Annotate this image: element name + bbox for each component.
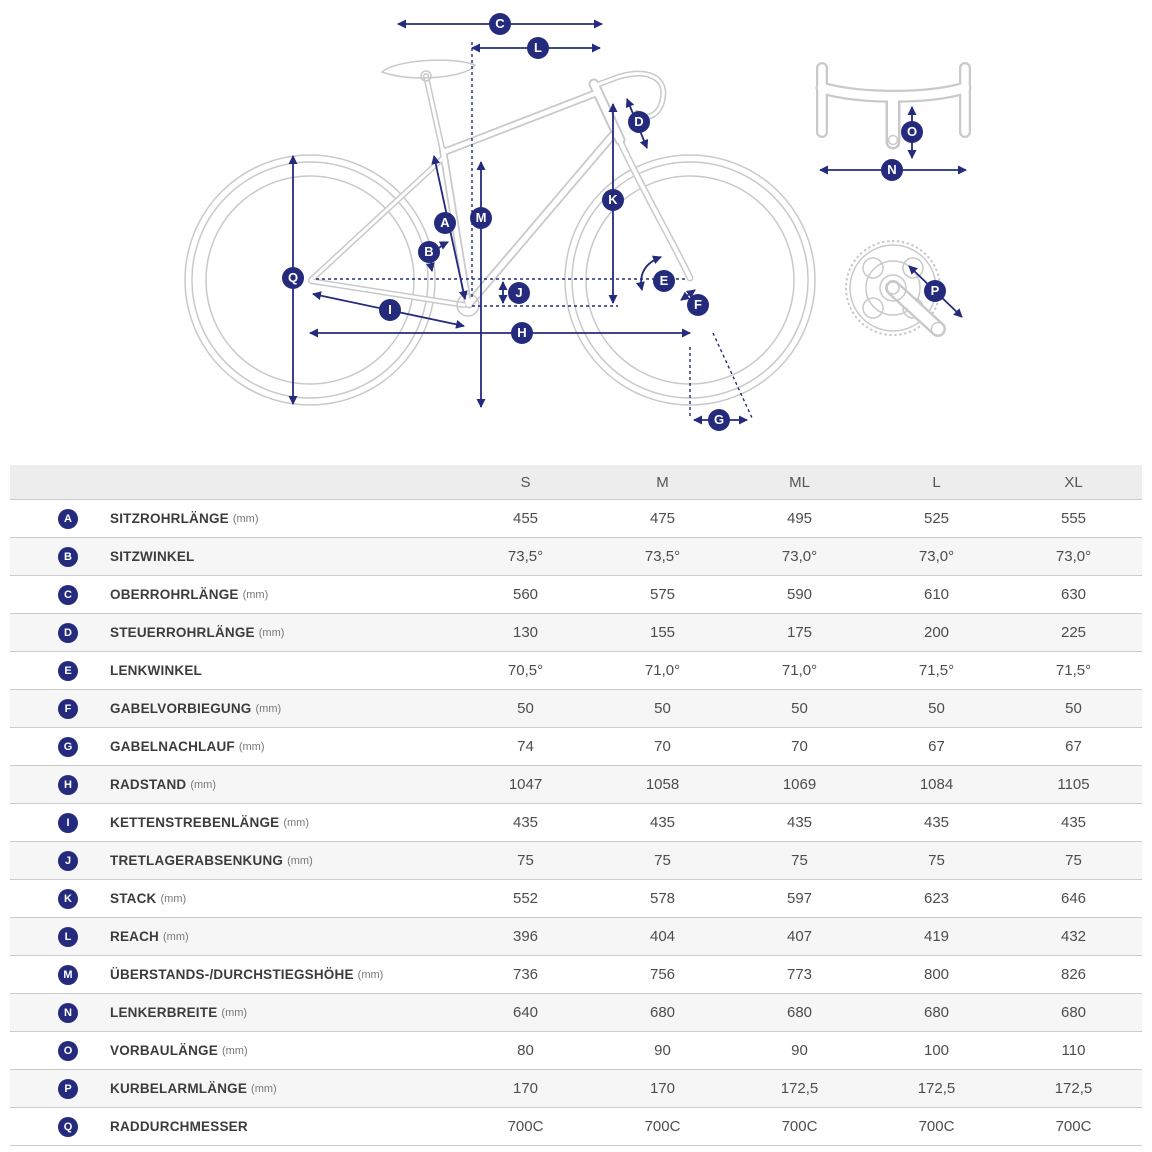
diagram-marker-a: A xyxy=(434,212,456,234)
value-cell-l: 172,5 xyxy=(868,1070,1005,1108)
diagram-marker-h: H xyxy=(511,322,533,344)
row-unit: (mm) xyxy=(232,512,259,525)
row-unit: (mm) xyxy=(283,816,310,829)
value-cell-ml: 773 xyxy=(731,956,868,994)
table-row-i xyxy=(10,804,1142,842)
value-cell-xl: 555 xyxy=(1005,500,1142,538)
value-cell-l: 680 xyxy=(868,994,1005,1032)
marker-badge-j: J xyxy=(58,851,78,871)
value-cell-m: 170 xyxy=(594,1070,731,1108)
value-cell-l: 200 xyxy=(868,614,1005,652)
table-row-g xyxy=(10,728,1142,766)
row-label: STACK xyxy=(110,891,157,906)
value-cell-s: 74 xyxy=(457,728,594,766)
value-cell-m: 155 xyxy=(594,614,731,652)
marker-badge-a: A xyxy=(58,509,78,529)
diagram-marker-q: Q xyxy=(282,267,304,289)
row-unit: (mm) xyxy=(255,702,282,715)
value-cell-m: 71,0° xyxy=(594,652,731,690)
column-header-ml: ML xyxy=(731,465,868,500)
value-cell-l: 50 xyxy=(868,690,1005,728)
value-cell-m: 756 xyxy=(594,956,731,994)
geometry-table xyxy=(10,465,1142,1146)
marker-badge-m: M xyxy=(58,965,78,985)
value-cell-m: 404 xyxy=(594,918,731,956)
value-cell-ml: 50 xyxy=(731,690,868,728)
row-label: ÜBERSTANDS-/DURCHSTIEGSHÖHE xyxy=(110,967,354,982)
row-label-cell xyxy=(10,804,457,842)
row-unit: (mm) xyxy=(221,1044,248,1057)
value-cell-s: 700C xyxy=(457,1108,594,1146)
value-cell-ml: 680 xyxy=(731,994,868,1032)
value-cell-m: 700C xyxy=(594,1108,731,1146)
row-label: SITZWINKEL xyxy=(110,549,195,564)
value-cell-s: 70,5° xyxy=(457,652,594,690)
value-cell-ml: 71,0° xyxy=(731,652,868,690)
row-label: TRETLAGERABSENKUNG xyxy=(110,853,284,868)
diagram-marker-i: I xyxy=(379,299,401,321)
value-cell-xl: 1105 xyxy=(1005,766,1142,804)
column-header-xl: XL xyxy=(1005,465,1142,500)
value-cell-ml: 90 xyxy=(731,1032,868,1070)
value-cell-xl: 435 xyxy=(1005,804,1142,842)
row-label-cell xyxy=(10,956,457,994)
marker-badge-c: C xyxy=(58,585,78,605)
value-cell-l: 75 xyxy=(868,842,1005,880)
table-row-h xyxy=(10,766,1142,804)
marker-badge-o: O xyxy=(58,1041,78,1061)
value-cell-s: 640 xyxy=(457,994,594,1032)
value-cell-s: 80 xyxy=(457,1032,594,1070)
row-label-cell xyxy=(10,728,457,766)
value-cell-m: 475 xyxy=(594,500,731,538)
table-row-e xyxy=(10,652,1142,690)
diagram-marker-l: L xyxy=(527,37,549,59)
row-unit: (mm) xyxy=(251,1082,277,1095)
value-cell-ml: 407 xyxy=(731,918,868,956)
value-cell-l: 525 xyxy=(868,500,1005,538)
row-label-cell xyxy=(10,614,457,652)
diagram-marker-g: G xyxy=(708,409,730,431)
value-cell-xl: 71,5° xyxy=(1005,652,1142,690)
diagram-marker-d: D xyxy=(628,111,650,133)
value-cell-s: 435 xyxy=(457,804,594,842)
value-cell-ml: 1069 xyxy=(731,766,868,804)
table-row-b xyxy=(10,538,1142,576)
value-cell-xl: 75 xyxy=(1005,842,1142,880)
value-cell-s: 455 xyxy=(457,500,594,538)
value-cell-l: 100 xyxy=(868,1032,1005,1070)
row-unit: (mm) xyxy=(160,892,187,905)
value-cell-s: 73,5° xyxy=(457,538,594,576)
value-cell-s: 736 xyxy=(457,956,594,994)
value-cell-ml: 75 xyxy=(731,842,868,880)
measurement-lines xyxy=(293,24,966,420)
row-label: LENKERBREITE xyxy=(110,1005,218,1020)
marker-badge-f: F xyxy=(58,699,78,719)
row-label-cell xyxy=(10,918,457,956)
row-label-cell xyxy=(10,1032,457,1070)
diagram-marker-j: J xyxy=(508,282,530,304)
row-label: VORBAULÄNGE xyxy=(110,1043,218,1058)
value-cell-l: 71,5° xyxy=(868,652,1005,690)
table-row-l xyxy=(10,918,1142,956)
value-cell-l: 800 xyxy=(868,956,1005,994)
row-label: REACH xyxy=(110,929,160,944)
value-cell-s: 560 xyxy=(457,576,594,614)
row-label-cell xyxy=(10,994,457,1032)
table-row-o xyxy=(10,1032,1142,1070)
marker-badge-q: Q xyxy=(58,1117,78,1137)
value-cell-ml: 435 xyxy=(731,804,868,842)
value-cell-s: 1047 xyxy=(457,766,594,804)
value-cell-l: 419 xyxy=(868,918,1005,956)
value-cell-m: 435 xyxy=(594,804,731,842)
diagram-marker-k: K xyxy=(602,189,624,211)
value-cell-xl: 73,0° xyxy=(1005,538,1142,576)
row-label-cell xyxy=(10,538,457,576)
row-label-cell xyxy=(10,880,457,918)
column-header-m: M xyxy=(594,465,731,500)
value-cell-l: 1084 xyxy=(868,766,1005,804)
diagram-marker-e: E xyxy=(653,270,675,292)
table-row-k xyxy=(10,880,1142,918)
diagram-marker-m: M xyxy=(470,207,492,229)
handlebar-top-view-icon xyxy=(822,68,965,145)
row-unit: (mm) xyxy=(242,588,269,601)
value-cell-xl: 646 xyxy=(1005,880,1142,918)
value-cell-xl: 826 xyxy=(1005,956,1142,994)
table-row-q xyxy=(10,1108,1142,1146)
value-cell-s: 130 xyxy=(457,614,594,652)
value-cell-xl: 700C xyxy=(1005,1108,1142,1146)
value-cell-m: 75 xyxy=(594,842,731,880)
row-label: STEUERROHRLÄNGE xyxy=(110,625,255,640)
row-unit: (mm) xyxy=(190,778,217,791)
value-cell-ml: 700C xyxy=(731,1108,868,1146)
value-cell-l: 73,0° xyxy=(868,538,1005,576)
row-label: KETTENSTREBENLÄNGE xyxy=(110,815,280,830)
column-header-s: S xyxy=(457,465,594,500)
table-row-c xyxy=(10,576,1142,614)
row-label: SITZROHRLÄNGE xyxy=(110,511,229,526)
row-label: OBERROHRLÄNGE xyxy=(110,587,239,602)
value-cell-xl: 110 xyxy=(1005,1032,1142,1070)
value-cell-ml: 70 xyxy=(731,728,868,766)
table-row-a xyxy=(10,500,1142,538)
value-cell-m: 90 xyxy=(594,1032,731,1070)
table-row-m xyxy=(10,956,1142,994)
value-cell-l: 700C xyxy=(868,1108,1005,1146)
value-cell-l: 610 xyxy=(868,576,1005,614)
diagram-marker-p: P xyxy=(924,280,946,302)
column-header-l: L xyxy=(868,465,1005,500)
value-cell-s: 552 xyxy=(457,880,594,918)
value-cell-m: 575 xyxy=(594,576,731,614)
diagram-marker-c: C xyxy=(489,13,511,35)
value-cell-s: 396 xyxy=(457,918,594,956)
marker-badge-l: L xyxy=(58,927,78,947)
marker-badge-e: E xyxy=(58,661,78,681)
row-unit: (mm) xyxy=(238,740,265,753)
table-row-j xyxy=(10,842,1142,880)
table-row-p xyxy=(10,1070,1142,1108)
value-cell-xl: 432 xyxy=(1005,918,1142,956)
row-label-cell xyxy=(10,1070,457,1108)
value-cell-ml: 495 xyxy=(731,500,868,538)
value-cell-ml: 175 xyxy=(731,614,868,652)
marker-badge-b: B xyxy=(58,547,78,567)
value-cell-xl: 630 xyxy=(1005,576,1142,614)
value-cell-ml: 73,0° xyxy=(731,538,868,576)
diagram-marker-f: F xyxy=(687,294,709,316)
value-cell-xl: 680 xyxy=(1005,994,1142,1032)
diagram-marker-o: O xyxy=(901,121,923,143)
marker-badge-h: H xyxy=(58,775,78,795)
row-unit: (mm) xyxy=(357,968,384,981)
value-cell-m: 73,5° xyxy=(594,538,731,576)
row-label-cell xyxy=(10,1108,457,1146)
row-label: GABELNACHLAUF xyxy=(110,739,235,754)
value-cell-ml: 590 xyxy=(731,576,868,614)
row-unit: (mm) xyxy=(221,1006,248,1019)
diagram-marker-b: B xyxy=(418,241,440,263)
row-label-cell xyxy=(10,842,457,880)
row-unit: (mm) xyxy=(258,626,285,639)
value-cell-m: 578 xyxy=(594,880,731,918)
bike-geometry-art xyxy=(0,0,1152,465)
value-cell-s: 170 xyxy=(457,1070,594,1108)
table-row-d xyxy=(10,614,1142,652)
value-cell-m: 70 xyxy=(594,728,731,766)
row-label-cell xyxy=(10,690,457,728)
value-cell-xl: 67 xyxy=(1005,728,1142,766)
value-cell-xl: 225 xyxy=(1005,614,1142,652)
row-label-cell xyxy=(10,576,457,614)
marker-badge-k: K xyxy=(58,889,78,909)
row-label: RADSTAND xyxy=(110,777,187,792)
value-cell-l: 435 xyxy=(868,804,1005,842)
value-cell-m: 1058 xyxy=(594,766,731,804)
row-label: RADDURCHMESSER xyxy=(110,1119,248,1134)
table-row-n xyxy=(10,994,1142,1032)
value-cell-ml: 172,5 xyxy=(731,1070,868,1108)
marker-badge-i: I xyxy=(58,813,78,833)
row-label-cell xyxy=(10,652,457,690)
value-cell-xl: 50 xyxy=(1005,690,1142,728)
marker-badge-g: G xyxy=(58,737,78,757)
diagram-marker-n: N xyxy=(881,159,903,181)
row-label: LENKWINKEL xyxy=(110,663,202,678)
marker-badge-p: P xyxy=(58,1079,78,1099)
table-header-row xyxy=(10,465,1142,500)
value-cell-l: 67 xyxy=(868,728,1005,766)
row-label-cell xyxy=(10,766,457,804)
row-unit: (mm) xyxy=(287,854,313,867)
value-cell-xl: 172,5 xyxy=(1005,1070,1142,1108)
label-column-header xyxy=(10,465,457,500)
bike-side-view-icon xyxy=(185,60,815,405)
value-cell-l: 623 xyxy=(868,880,1005,918)
value-cell-m: 680 xyxy=(594,994,731,1032)
marker-badge-d: D xyxy=(58,623,78,643)
value-cell-s: 75 xyxy=(457,842,594,880)
table-row-f xyxy=(10,690,1142,728)
value-cell-ml: 597 xyxy=(731,880,868,918)
row-label-cell xyxy=(10,500,457,538)
row-label: KURBELARMLÄNGE xyxy=(110,1081,248,1096)
value-cell-s: 50 xyxy=(457,690,594,728)
geometry-table-body xyxy=(10,500,1142,1146)
row-unit: (mm) xyxy=(163,930,189,943)
marker-badge-n: N xyxy=(58,1003,78,1023)
row-label: GABELVORBIEGUNG xyxy=(110,701,252,716)
geometry-diagram xyxy=(0,0,1152,465)
value-cell-m: 50 xyxy=(594,690,731,728)
